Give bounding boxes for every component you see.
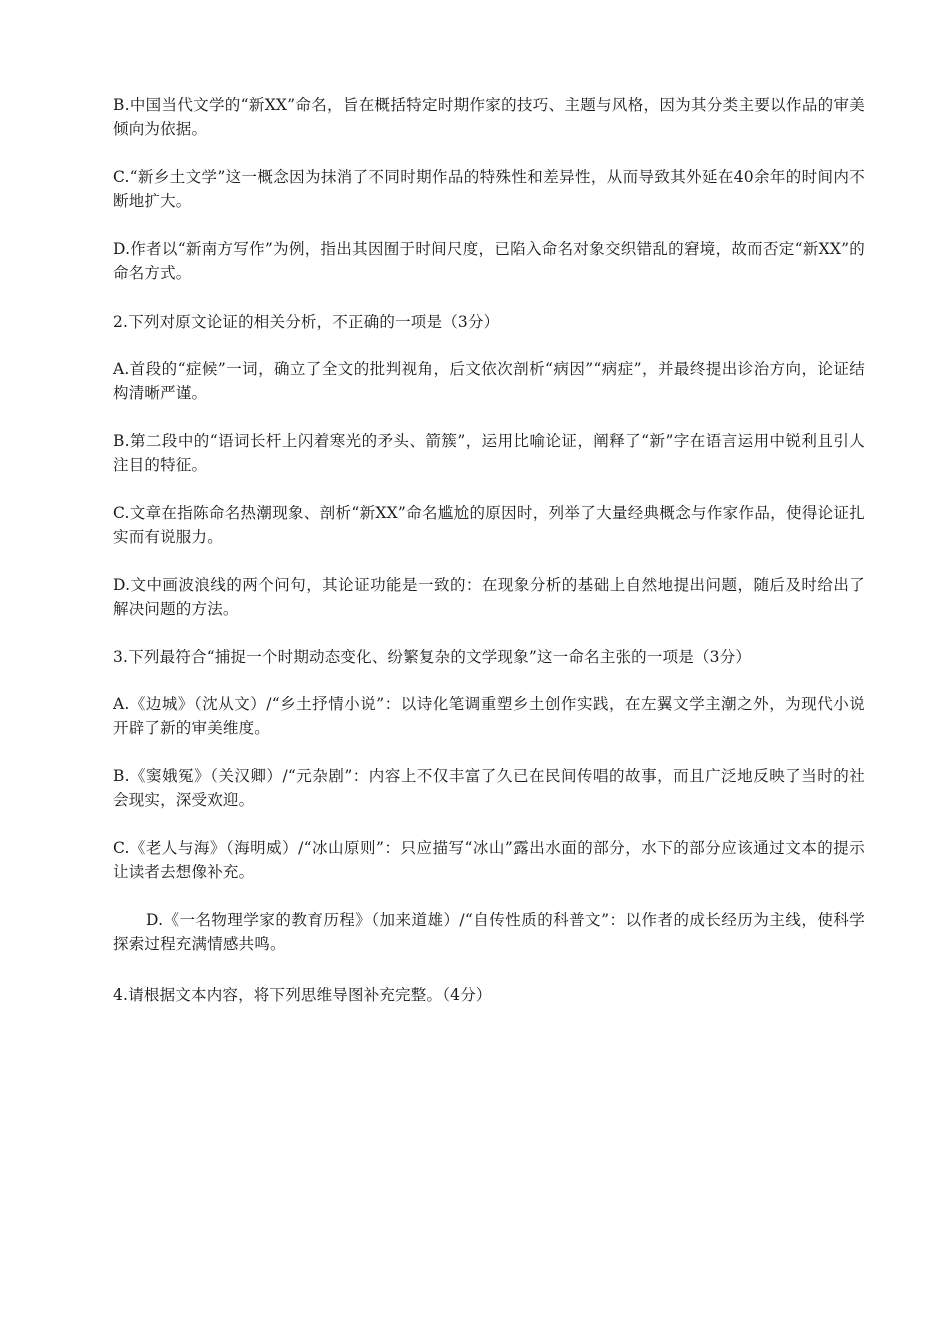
q3-option-c: C.《老人与海》（海明威）/“冰山原则”：只应描写“冰山”露出水面的部分，水下的部分应该通过文本的提示让读者去想像补充。: [113, 839, 865, 881]
q3-option-b: B.《窦娥冤》（关汉卿）/“元杂剧”：内容上不仅丰富了久已在民间传唱的故事，而且广泛地反映了当时的社会现实，深受欢迎。: [113, 767, 865, 809]
question-3-stem: 3.下列最符合“捕捉一个时期动态变化、纷繁复杂的文学现象”这一命名主张的一项是（3分）: [113, 648, 752, 666]
q2-option-c: C.文章在指陈命名热潮现象、剖析“新XX”命名尴尬的原因时，列举了大量经典概念与作家作品，使得论证扎实而有说服力。: [113, 504, 865, 546]
q2-option-a: A.首段的“症候”一词，确立了全文的批判视角，后文依次剖析“病因”“病症”，并最终提出诊治方向，论证结构清晰严谨。: [113, 360, 865, 402]
q2-option-b: B.第二段中的“语词长杆上闪着寒光的矛头、箭簇”，运用比喻论证，阐释了“新”字在语言运用中锐利且引人注目的特征。: [113, 432, 865, 474]
question-4-stem: 4.请根据文本内容，将下列思维导图补充完整。（4分）: [113, 986, 492, 1004]
q1-option-d: D.作者以“新南方写作”为例，指出其因囿于时间尺度，已陷入命名对象交织错乱的窘境，故而否定“新XX”的命名方式。: [113, 240, 865, 282]
q3-option-d: D.《一名物理学家的教育历程》（加来道雄）/“自传性质的科普文”：以作者的成长经历为主线，使科学探索过程充满情感共鸣。: [113, 911, 865, 953]
q2-option-d: D.文中画波浪线的两个问句，其论证功能是一致的：在现象分析的基础上自然地提出问题，随后及时给出了解决问题的方法。: [113, 576, 865, 618]
q1-option-c: C.“新乡土文学”这一概念因为抹消了不同时期作品的特殊性和差异性，从而导致其外延在40余年的时间内不断地扩大。: [113, 168, 865, 210]
q3-option-a: A.《边城》（沈从文）/“乡土抒情小说”：以诗化笔调重塑乡土创作实践，在左翼文学主潮之外，为现代小说开辟了新的审美维度。: [113, 695, 865, 737]
q1-option-b: B.中国当代文学的“新XX”命名，旨在概括特定时期作家的技巧、主题与风格，因为其分类主要以作品的审美倾向为依据。: [113, 96, 865, 138]
question-2-stem: 2.下列对原文论证的相关分析，不正确的一项是（3分）: [113, 313, 500, 331]
